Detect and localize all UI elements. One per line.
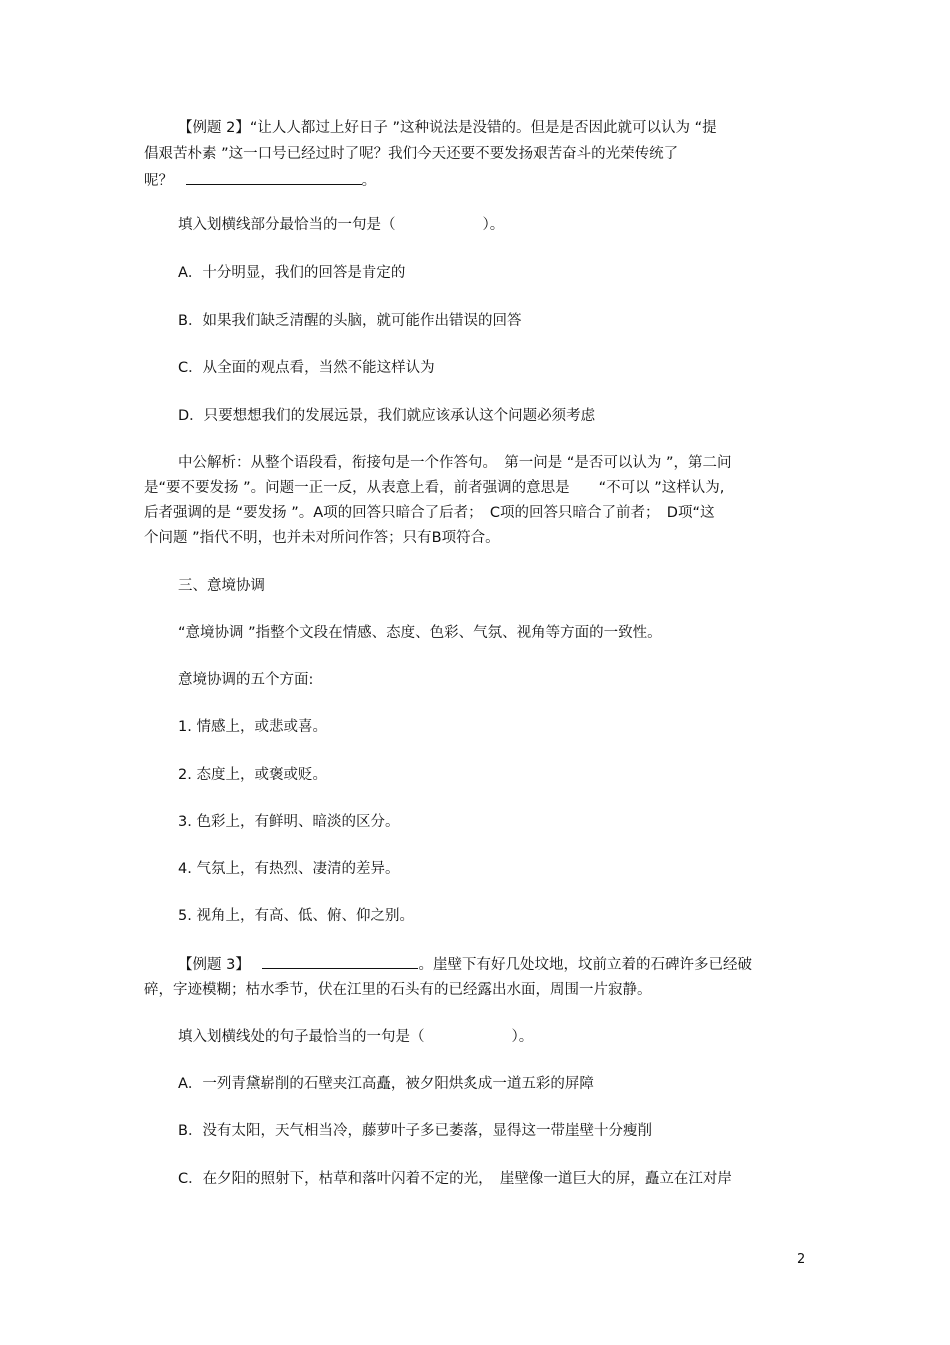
example2-line-2: 倡艰苦朴素 ”这一口号已经过时了呢？我们今天还要不要发扬艰苦奋斗的光荣传统了 (144, 146, 679, 162)
section-heading: 三、意境协调 (178, 578, 265, 594)
aspect-item: 2. 态度上，或褒或贬。 (178, 767, 327, 783)
section-definition: “意境协调 ”指整个文段在情感、态度、色彩、气氛、视角等方面的一致性。 (178, 625, 662, 641)
example3-option-a: A．一列青黛崭削的石壁夹江高矗，被夕阳烘炙成一道五彩的屏障 (178, 1076, 594, 1092)
example2-line-3-prefix: 呢？ (144, 173, 173, 189)
aspect-item: 5. 视角上，有高、低、俯、仰之别。 (178, 908, 414, 924)
aspect-item: 3. 色彩上，有鲜明、暗淡的区分。 (178, 814, 400, 830)
example3-prompt: 填入划横线处的句子最恰当的一句是（ ）。 (178, 1029, 534, 1045)
analysis-line-2: 是“要不要发扬 ”。问题一正一反，从表意上看，前者强调的意思是 “不可以 ”这样认为, (144, 480, 725, 496)
example3-line-1-suffix: 。崖壁下有好几处坟地，坟前立着的石碑许多已经破 (418, 957, 752, 973)
example3-line-2: 碎，字迹模糊；枯水季节，伏在江里的石头有的已经露出水面，周围一片寂静。 (144, 982, 652, 998)
example3-option-c: C．在夕阳的照射下，枯草和落叶闪着不定的光， 崖壁像一道巨大的屏，矗立在江对岸 (178, 1171, 732, 1187)
example2-option-b: B．如果我们缺乏清醒的头脑，就可能作出错误的回答 (178, 313, 522, 329)
analysis-line-3: 后者强调的是 “要发扬 ”。A项的回答只暗合了后者； C项的回答只暗合了前者； D项“这 (144, 505, 715, 521)
example2-option-a: A．十分明显，我们的回答是肯定的 (178, 265, 406, 281)
example2-option-d: D．只要想想我们的发展远景，我们就应该承认这个问题必须考虑 (178, 408, 596, 424)
example3-label: 【例题 3】 (178, 957, 250, 973)
answer-blank (262, 954, 418, 969)
example2-prompt: 填入划横线部分最恰当的一句是（ ）。 (178, 217, 505, 233)
example2-line-3-suffix: 。 (361, 173, 377, 189)
example3-line-1 (178, 954, 752, 975)
example3-option-b: B．没有太阳，天气相当冷，藤萝叶子多已萎落，显得这一带崖壁十分瘦削 (178, 1123, 652, 1139)
analysis-line-1: 中公解析：从整个语段看，衔接句是一个作答句。 第一问是 “是否可以认为 ”，第二问 (178, 455, 732, 471)
analysis-line-4: 个问题 ”指代不明，也并未对所问作答；只有B项符合。 (144, 530, 500, 546)
answer-blank (186, 170, 362, 185)
example2-option-c: C．从全面的观点看，当然不能这样认为 (178, 360, 435, 376)
example2-line-1: 【例题 2】“让人人都过上好日子 ”这种说法是没错的。但是是否因此就可以认为 “提 (178, 120, 717, 136)
aspects-intro: 意境协调的五个方面: (178, 672, 314, 688)
aspect-item: 1. 情感上，或悲或喜。 (178, 719, 327, 735)
aspect-item: 4. 气氛上，有热烈、凄清的差异。 (178, 861, 400, 877)
page-number: 2 (797, 1252, 806, 1267)
example2-line-3 (144, 170, 376, 191)
